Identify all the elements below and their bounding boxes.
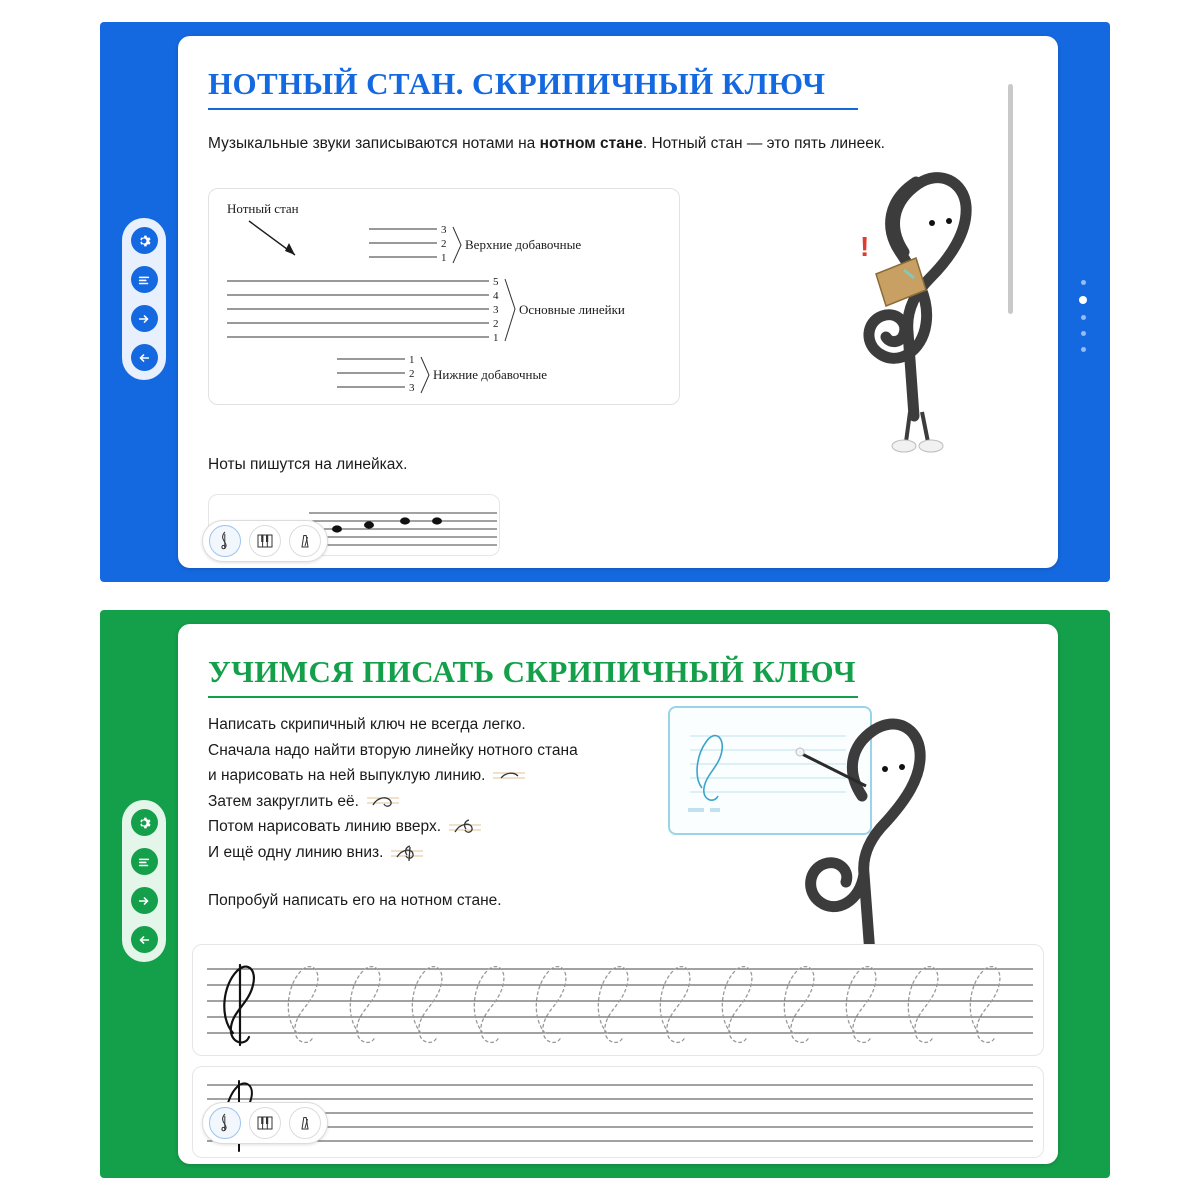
step-item (208, 789, 578, 815)
step-item (208, 712, 578, 738)
step-text: Написать скрипичный ключ не всегда легко. (208, 716, 526, 733)
menu-button[interactable] (131, 266, 158, 293)
menu-button[interactable] (131, 848, 158, 875)
page-dot[interactable] (1081, 315, 1086, 320)
next-button[interactable] (131, 887, 158, 914)
svg-text:3: 3 (441, 224, 447, 236)
piano-keys-icon[interactable] (249, 1107, 281, 1139)
treble-clef-icon[interactable] (209, 525, 241, 557)
staff-diagram (208, 188, 680, 405)
svg-text:2: 2 (493, 318, 499, 330)
clef-step-2-icon (365, 792, 401, 810)
svg-text:5: 5 (493, 276, 499, 288)
page-dot[interactable] (1081, 331, 1086, 336)
title-underline (208, 108, 858, 110)
page-dot[interactable] (1081, 347, 1086, 352)
svg-text:3: 3 (493, 304, 499, 316)
back-button[interactable] (131, 344, 158, 371)
back-button[interactable] (131, 926, 158, 953)
page-dot[interactable] (1081, 280, 1086, 285)
slide-staff-card (178, 36, 1058, 568)
sub-paragraph: Ноты пишутся на линейках. (208, 456, 408, 473)
step-text: И ещё одну линию вниз. (208, 843, 384, 861)
settings-button[interactable] (131, 227, 158, 254)
treble-clef-icon[interactable] (209, 1107, 241, 1139)
svg-text:1: 1 (409, 354, 415, 366)
instrument-toolbar[interactable] (202, 1102, 328, 1144)
title-underline (208, 696, 858, 698)
step-text: Потом нарисовать линию вверх. (208, 818, 442, 836)
svg-text:4: 4 (493, 290, 499, 302)
step-item (208, 840, 578, 866)
clef-step-4-icon (389, 844, 425, 862)
svg-text:Верхние добавочные: Верхние добавочные (465, 237, 582, 252)
step-text: и нарисовать на ней выпуклую линию. (208, 767, 486, 785)
intro-part-3: . Нотный стан — это пять линеек. (642, 135, 885, 152)
metronome-icon[interactable] (289, 525, 321, 557)
page-title: УЧИМСЯ ПИСАТЬ СКРИПИЧНЫЙ КЛЮЧ (208, 654, 857, 689)
card-scrollbar[interactable] (1008, 84, 1013, 314)
clef-character-illustration (818, 166, 1018, 461)
slide-writing (100, 610, 1110, 1178)
clef-step-1-icon (491, 767, 527, 785)
slide-staff (100, 22, 1110, 582)
steps-list (208, 712, 578, 865)
metronome-icon[interactable] (289, 1107, 321, 1139)
piano-keys-icon[interactable] (249, 525, 281, 557)
instrument-toolbar[interactable] (202, 520, 328, 562)
svg-text:Нотный стан: Нотный стан (227, 201, 299, 216)
step-item (208, 814, 578, 840)
practice-staff-traced[interactable] (192, 944, 1044, 1056)
try-paragraph: Попробуй написать его на нотном стане. (208, 892, 502, 909)
step-item (208, 763, 578, 789)
step-text: Затем закруглить её. (208, 792, 359, 810)
clef-step-3-icon (447, 818, 483, 836)
page-title: НОТНЫЙ СТАН. СКРИПИЧНЫЙ КЛЮЧ (208, 66, 826, 101)
svg-text:2: 2 (409, 368, 415, 380)
page-dots[interactable] (1078, 280, 1088, 352)
tool-rail[interactable] (122, 218, 166, 380)
svg-text:Основные линейки: Основные линейки (519, 302, 625, 317)
page-dot-active[interactable] (1079, 296, 1087, 304)
intro-paragraph (208, 132, 1058, 156)
intro-bold: нотном стане (539, 135, 643, 152)
step-item (208, 738, 578, 764)
slide-writing-card (178, 624, 1058, 1164)
svg-text:1: 1 (493, 332, 499, 344)
intro-part-1: Музыкальные звуки записываются нотами на (208, 135, 540, 152)
tool-rail[interactable] (122, 800, 166, 962)
settings-button[interactable] (131, 809, 158, 836)
svg-text:1: 1 (441, 252, 447, 264)
step-text: Сначала надо найти вторую линейку нотного стана (208, 741, 578, 759)
svg-text:!: ! (860, 231, 870, 262)
svg-text:2: 2 (441, 238, 447, 250)
next-button[interactable] (131, 305, 158, 332)
svg-text:Нижние добавочные: Нижние добавочные (433, 367, 547, 382)
svg-text:3: 3 (409, 382, 415, 394)
